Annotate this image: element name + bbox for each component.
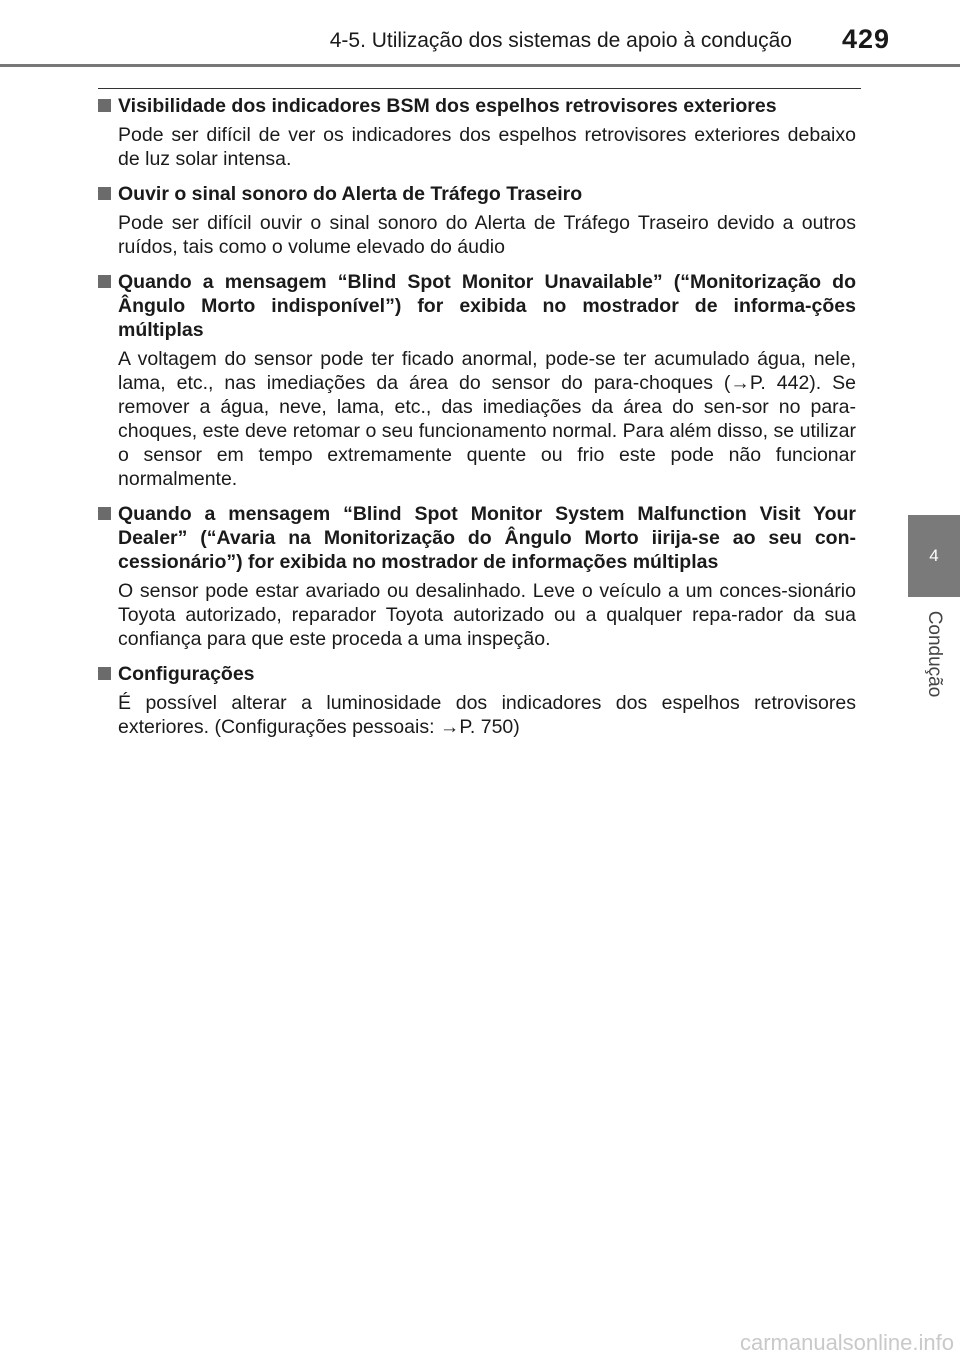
section-body: Pode ser difícil de ver os indicadores dos espelhos retrovisores exteriores debaixo de luz solar intensa. bbox=[118, 124, 856, 170]
content-divider bbox=[98, 88, 861, 89]
square-bullet-icon bbox=[98, 275, 111, 288]
section-bsm-visibility bbox=[98, 94, 856, 171]
square-bullet-icon bbox=[98, 507, 111, 520]
chapter-label: Condução bbox=[924, 610, 945, 698]
page-content bbox=[98, 94, 856, 750]
square-bullet-icon bbox=[98, 99, 111, 112]
section-heading: Ouvir o sinal sonoro do Alerta de Tráfego Traseiro bbox=[118, 183, 583, 205]
section-body: Pode ser difícil ouvir o sinal sonoro do Alerta de Tráfego Traseiro devido a outros ruídos, tais como o volume elevado do áudio bbox=[118, 212, 856, 258]
page-number: 429 bbox=[841, 24, 890, 54]
section-bsm-unavailable bbox=[98, 270, 856, 491]
section-bsm-malfunction bbox=[98, 502, 856, 651]
header-section-title: 4-5. Utilização dos sistemas de apoio à condução bbox=[329, 29, 792, 52]
section-body: O sensor pode estar avariado ou desalinhado. Leve o veículo a um conces-sionário Toyota autorizado, reparador Toyota autorizado ou a qualquer repa-rador da sua confiança para que este proceda a uma inspeção. bbox=[118, 580, 856, 650]
section-rcta-sound bbox=[98, 182, 856, 259]
section-heading: Quando a mensagem “Blind Spot Monitor Unavailable” (“Monitorização do Ângulo Morto indisponível”) for exibida no mostrador de informa-ções múltiplas bbox=[118, 271, 856, 341]
section-heading: Visibilidade dos indicadores BSM dos espelhos retrovisores exteriores bbox=[118, 95, 777, 117]
chapter-tab: 4 bbox=[908, 515, 960, 597]
square-bullet-icon bbox=[98, 667, 111, 680]
watermark: carmanualsonline.info bbox=[739, 1330, 954, 1355]
section-heading: Configurações bbox=[118, 663, 255, 685]
section-settings bbox=[98, 662, 856, 739]
section-body: É possível alterar a luminosidade dos indicadores dos espelhos retrovisores exteriores. (Configurações pessoais: →P. 750) bbox=[118, 692, 856, 738]
section-heading: Quando a mensagem “Blind Spot Monitor System Malfunction Visit Your Dealer” (“Avaria na Monitorização do Ângulo Morto iirija-se ao seu con-cessionário”) for exibida no mostrador de informações múltiplas bbox=[118, 503, 856, 573]
section-body: A voltagem do sensor pode ter ficado anormal, pode-se ter acumulado água, nele, lama, etc., nas imediações da área do sensor do para-choques (→P. 442). Se remover a água, neve, lama, etc., das imediações da área do sen-sor no para-choques, este deve retomar o seu funcionamento normal. Para além disso, se utilizar o sensor em tempo extremamente quente ou frio este pode não funcionar normalmente. bbox=[118, 348, 856, 490]
header-divider bbox=[0, 64, 960, 67]
square-bullet-icon bbox=[98, 187, 111, 200]
